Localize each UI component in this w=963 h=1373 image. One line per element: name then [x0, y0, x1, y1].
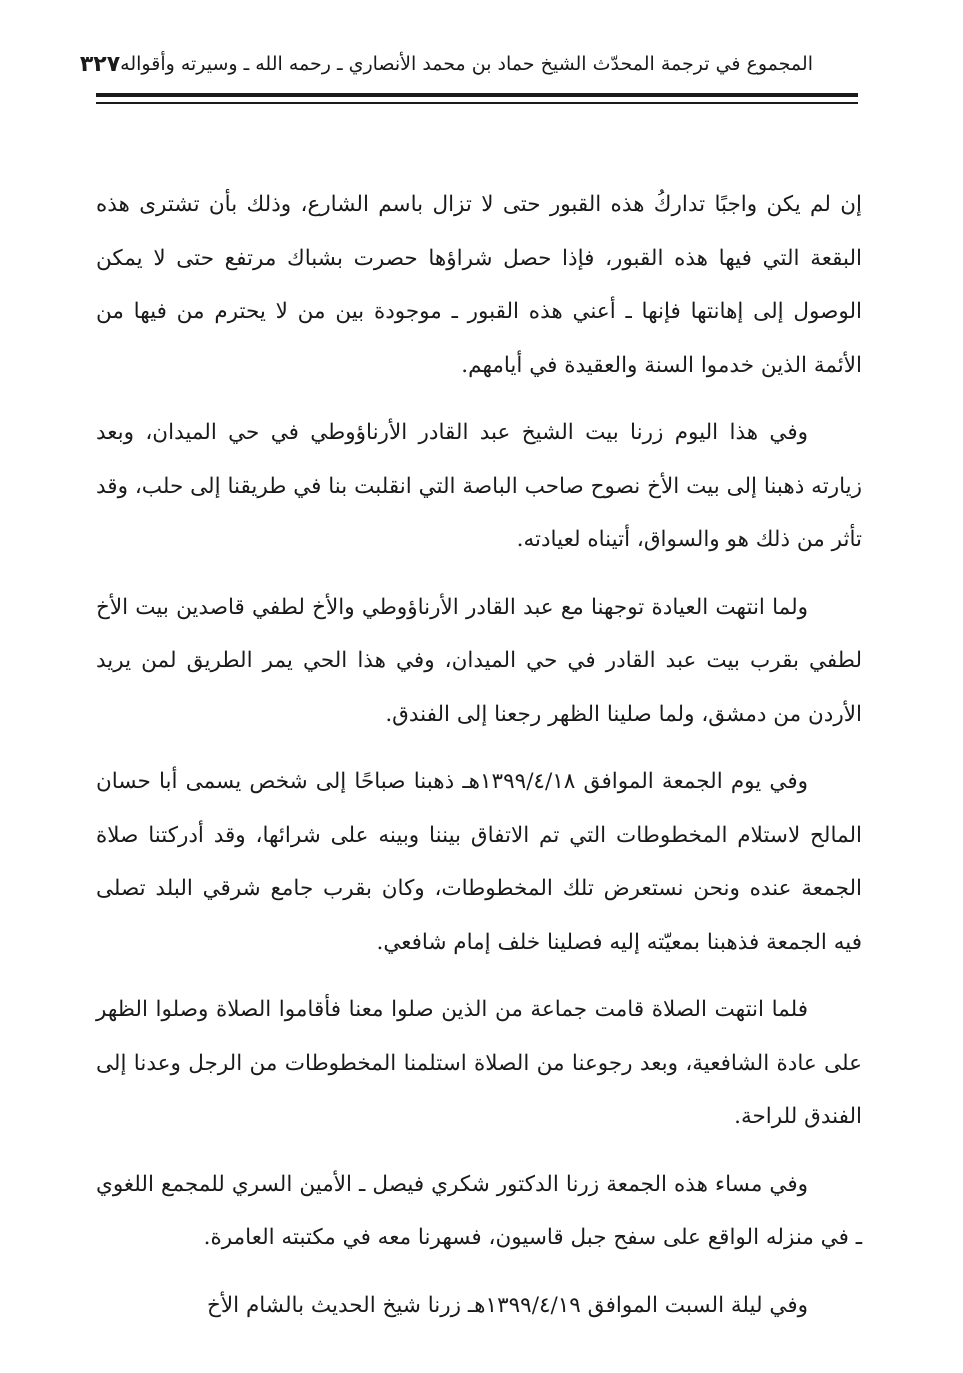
paragraph: ولما انتهت العيادة توجهنا مع عبد القادر الأرناؤوطي والأخ لطفي قاصدين بيت الأخ لطفي بقرب بيت عبد القادر في حي الميدان، وفي هذا الحي يمر الطريق لمن يريد الأردن من دمشق، ولما صلينا الظهر رجعنا إلى الفندق. [96, 594, 862, 727]
running-header [79, 44, 813, 84]
paragraph: وفي هذا اليوم زرنا بيت الشيخ عبد القادر الأرناؤوطي في حي الميدان، وبعد زيارته ذهبنا إلى بيت الأخ نصوح صاحب الباصة التي انقلبت بنا في طريقنا إلى حلب، وقد تأثر من ذلك هو والسواق، أتيناه لعيادته. [96, 420, 862, 552]
page-number: ٣٢٧ [79, 51, 121, 77]
header-rule-thick [96, 93, 858, 97]
paragraph: فلما انتهت الصلاة قامت جماعة من الذين صلوا معنا فأقاموا الصلاة وصلوا الظهر على عادة الشافعية، وبعد رجوعنا من الصلاة استلمنا المخطوطات من الرجل وعدنا إلى الفندق للراحة. [96, 997, 862, 1129]
paragraph: وفي ليلة السبت الموافق ١٣٩٩/٤/١٩هـ زرنا شيخ الحديث بالشام الأخ [207, 1292, 808, 1318]
paragraph: وفي يوم الجمعة الموافق ١٣٩٩/٤/١٨هـ ذهبنا صباحًا إلى شخص يسمى أبا حسان المالح لاستلام المخطوطات التي تم الاتفاق بيننا وبينه على شرائها، وقد أدركتنا صلاة الجمعة عنده ونحن نستعرض تلك المخطوطات، وكان بقرب جامع شرقي البلد تصلى فيه الجمعة فذهبنا بمعيّته إليه فصلينا خلف إمام شافعي. [96, 769, 862, 955]
paragraph: وفي مساء هذه الجمعة زرنا الدكتور شكري فيصل ـ الأمين السري للمجمع اللغوي ـ في منزله الواقع على سفح جبل قاسيون، فسهرنا معه في مكتبته العامرة. [96, 1171, 862, 1250]
header-rule-thin [96, 102, 858, 104]
body-text [96, 178, 862, 1346]
running-title: المجموع في ترجمة المحدّث الشيخ حماد بن محمد الأنصاري ـ رحمه الله ـ وسيرته وأقواله [120, 53, 813, 75]
paragraph: إن لم يكن واجبًا تداركُ هذه القبور حتى لا تزال باسم الشارع، وذلك بأن تشترى هذه البقعة التي فيها هذه القبور، فإذا حصل شراؤها حصرت بشباك مرتفع حتى لا يمكن الوصول إلى إهانتها فإنها ـ أعني هذه القبور ـ موجودة بين من لا يحترم من فيها من الأئمة الذين خدموا السنة والعقيدة في أيامهم. [96, 192, 862, 378]
